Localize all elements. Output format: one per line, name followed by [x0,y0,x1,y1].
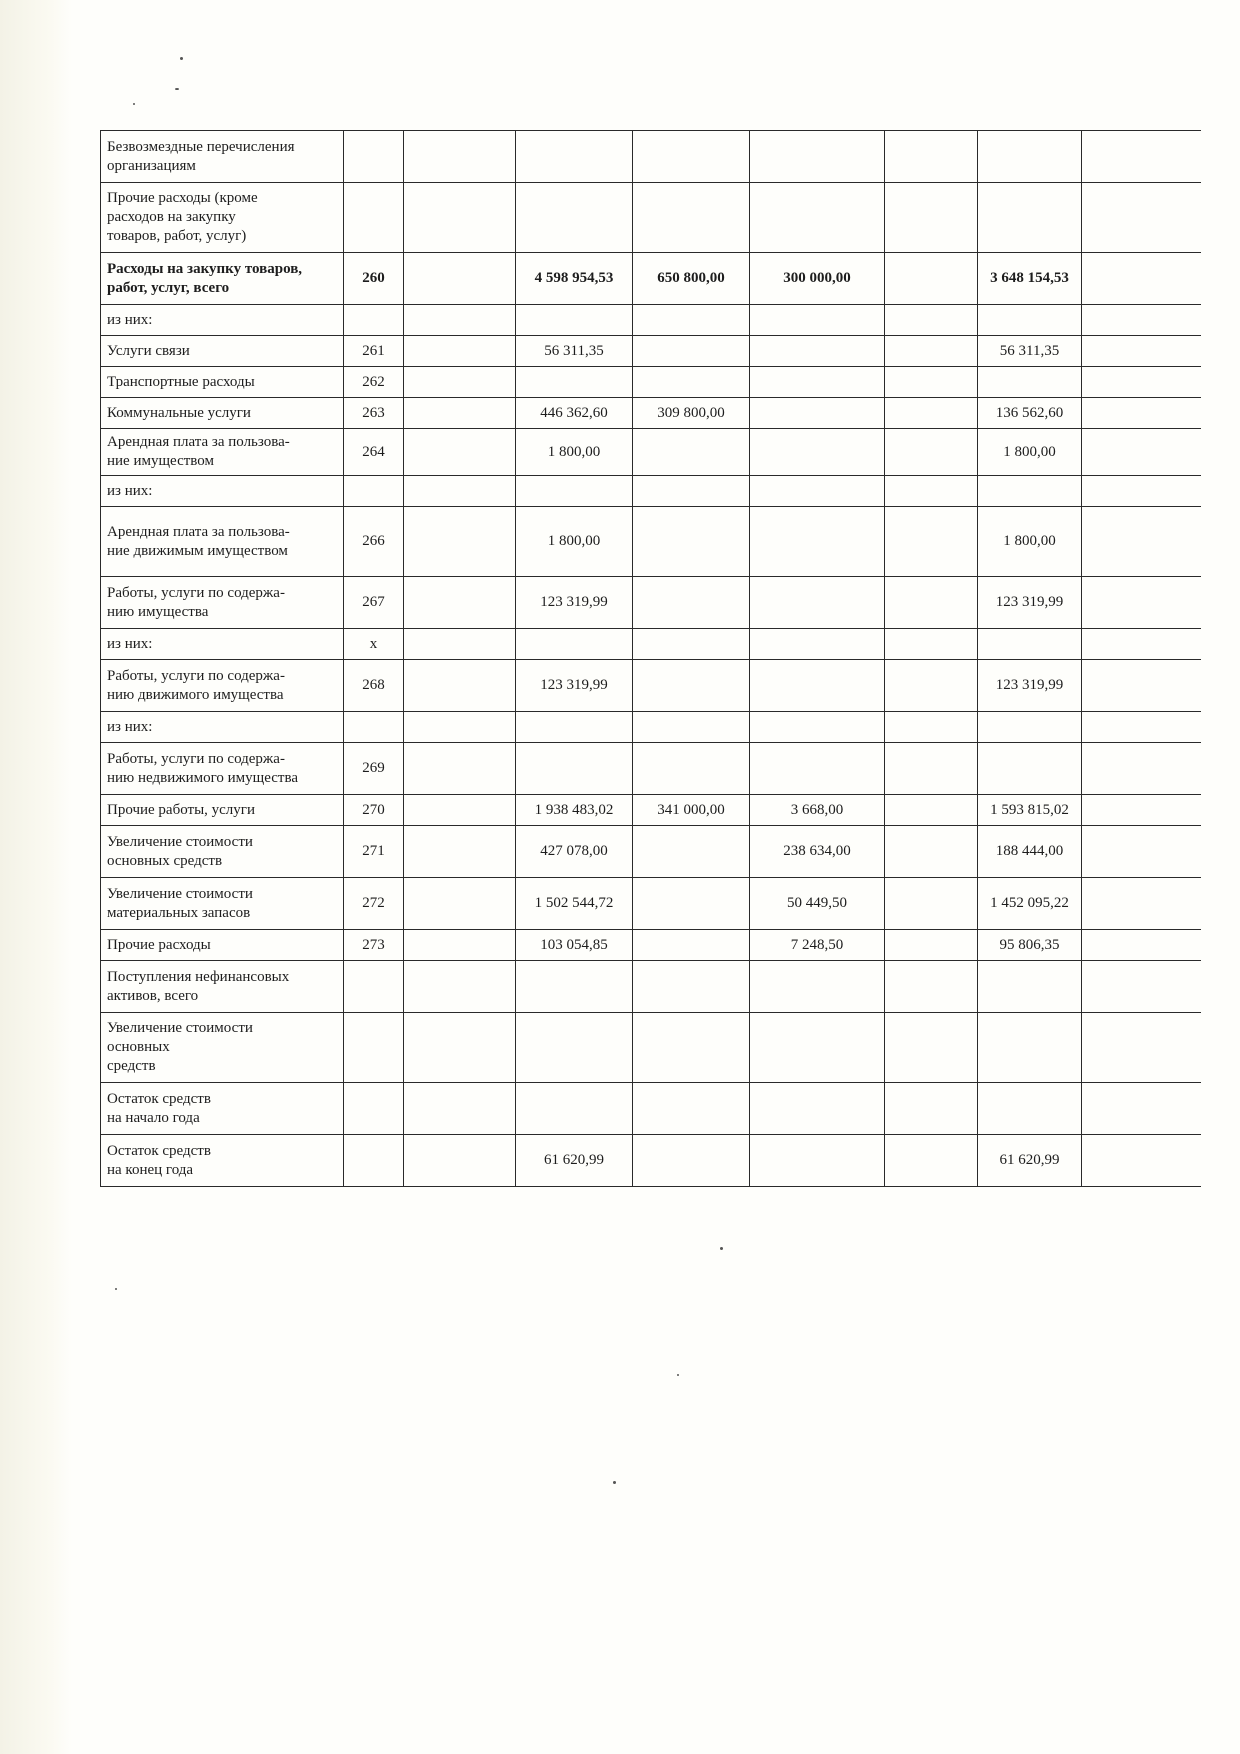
row-code-cell [344,131,404,183]
row-name-line: Работы, услуги по содержа- [107,667,285,684]
table-row [101,253,1201,305]
row-value-cell: 7 248,50 [750,930,885,961]
row-name-cell [101,930,344,961]
row-value-cell [633,577,750,629]
row-name-line: Работы, услуги по содержа- [107,584,285,601]
row-trailing-cell [1082,577,1201,629]
row-name-line: Арендная плата за пользова- [107,523,290,540]
row-name-cell [101,305,344,336]
row-value-cell: 56 311,35 [978,336,1082,367]
table-row [101,743,1201,795]
row-value-cell [750,507,885,577]
row-name-line: Прочие работы, услуги [107,801,255,818]
row-name-cell [101,1083,344,1135]
row-name-line: нию движимого имущества [107,686,284,703]
row-name-cell [101,507,344,577]
scan-speck [180,57,183,60]
row-name-cell [101,577,344,629]
row-value-cell [885,336,978,367]
row-trailing-cell [1082,930,1201,961]
row-trailing-cell [1082,743,1201,795]
table-row [101,305,1201,336]
row-trailing-cell [1082,305,1201,336]
row-value-cell [750,398,885,429]
row-value-cell [750,1013,885,1083]
row-name-line: активов, всего [107,987,199,1004]
row-value-cell [750,1135,885,1187]
row-name-cell [101,743,344,795]
table-row [101,131,1201,183]
row-value-cell: 123 319,99 [978,660,1082,712]
row-code-cell [344,476,404,507]
row-value-cell [404,507,516,577]
row-value-cell: 1 938 483,02 [516,795,633,826]
row-trailing-cell [1082,336,1201,367]
row-name-line: Увеличение стоимости [107,885,253,902]
row-value-cell [885,1135,978,1187]
row-code-cell: 272 [344,878,404,930]
row-code-cell: 273 [344,930,404,961]
row-value-cell: 123 319,99 [516,577,633,629]
row-value-cell [978,743,1082,795]
row-value-cell: 3 648 154,53 [978,253,1082,305]
table-row [101,336,1201,367]
table-row [101,1135,1201,1187]
row-value-cell [404,795,516,826]
row-trailing-cell [1082,1013,1201,1083]
row-code-cell: 266 [344,507,404,577]
row-code-cell [344,1083,404,1135]
table-row [101,826,1201,878]
row-name-line: из них: [107,482,153,499]
row-value-cell [633,743,750,795]
row-value-cell: 3 668,00 [750,795,885,826]
row-value-cell [885,795,978,826]
row-trailing-cell [1082,398,1201,429]
row-value-cell [516,131,633,183]
row-name-line: Остаток средств [107,1090,211,1107]
row-name-line: из них: [107,718,153,735]
row-name-line: материальных запасов [107,904,251,921]
row-value-cell [885,507,978,577]
row-trailing-cell [1082,507,1201,577]
row-value-cell: 50 449,50 [750,878,885,930]
row-value-cell [633,367,750,398]
row-value-cell [750,660,885,712]
row-name-cell [101,712,344,743]
row-value-cell [750,743,885,795]
row-value-cell [516,367,633,398]
row-value-cell: 61 620,99 [516,1135,633,1187]
row-value-cell [404,1013,516,1083]
row-trailing-cell [1082,183,1201,253]
row-trailing-cell [1082,1083,1201,1135]
row-value-cell [633,1083,750,1135]
row-value-cell [633,429,750,476]
row-code-cell [344,1135,404,1187]
row-name-cell [101,253,344,305]
row-name-cell [101,476,344,507]
table-row [101,507,1201,577]
row-name-cell [101,826,344,878]
scan-speck [115,1288,117,1290]
row-name-cell [101,398,344,429]
row-name-line: работ, услуг, всего [107,279,230,296]
row-value-cell: 1 593 815,02 [978,795,1082,826]
row-value-cell [516,183,633,253]
row-value-cell [633,826,750,878]
row-value-cell [750,476,885,507]
row-trailing-cell [1082,476,1201,507]
row-value-cell [885,1013,978,1083]
row-value-cell [885,930,978,961]
row-value-cell [404,429,516,476]
row-value-cell [633,1013,750,1083]
row-value-cell [633,183,750,253]
row-value-cell [404,930,516,961]
row-name-cell [101,1013,344,1083]
row-name-line: товаров, работ, услуг) [107,228,247,244]
row-value-cell: 446 362,60 [516,398,633,429]
table-row [101,712,1201,743]
row-code-cell: 260 [344,253,404,305]
row-value-cell [404,253,516,305]
row-value-cell [978,305,1082,336]
row-name-line: организациям [107,157,196,174]
scan-speck [175,88,179,90]
row-value-cell [404,629,516,660]
row-value-cell [885,131,978,183]
row-value-cell [885,712,978,743]
row-value-cell [633,878,750,930]
table-row [101,660,1201,712]
row-name-cell [101,429,344,476]
row-name-line: Увеличение стоимости [107,833,253,850]
table-row [101,1013,1201,1083]
table-row [101,795,1201,826]
row-code-cell [344,183,404,253]
row-value-cell [885,183,978,253]
row-value-cell [750,712,885,743]
row-value-cell: 1 800,00 [516,507,633,577]
row-value-cell: 123 319,99 [516,660,633,712]
row-name-line: Расходы на закупку товаров, [107,260,303,277]
row-value-cell: 341 000,00 [633,795,750,826]
row-name-line: Прочие расходы (кроме [107,190,258,206]
row-code-cell: 271 [344,826,404,878]
row-value-cell [404,826,516,878]
row-value-cell [978,476,1082,507]
row-name-line: основных [107,1039,170,1055]
row-name-line: расходов на закупку [107,209,236,225]
row-value-cell [404,961,516,1013]
row-value-cell [633,660,750,712]
row-name-line: Работы, услуги по содержа- [107,750,285,767]
row-value-cell: 61 620,99 [978,1135,1082,1187]
row-name-cell [101,131,344,183]
budget-table-body [101,131,1201,1187]
row-value-cell [978,131,1082,183]
row-value-cell [885,1083,978,1135]
row-value-cell [516,743,633,795]
row-value-cell [516,305,633,336]
row-value-cell [750,367,885,398]
table-row [101,878,1201,930]
row-value-cell: 1 800,00 [978,507,1082,577]
row-value-cell: 1 800,00 [516,429,633,476]
row-value-cell [633,476,750,507]
row-value-cell [978,367,1082,398]
row-code-cell [344,1013,404,1083]
row-value-cell: 1 452 095,22 [978,878,1082,930]
row-value-cell [978,961,1082,1013]
row-trailing-cell [1082,878,1201,930]
row-value-cell [633,305,750,336]
row-value-cell [750,183,885,253]
row-value-cell [750,429,885,476]
row-value-cell [885,577,978,629]
row-value-cell: 188 444,00 [978,826,1082,878]
row-trailing-cell [1082,429,1201,476]
row-code-cell: 262 [344,367,404,398]
row-value-cell [404,336,516,367]
row-code-cell: 264 [344,429,404,476]
row-value-cell [404,660,516,712]
row-value-cell: 56 311,35 [516,336,633,367]
row-value-cell [978,629,1082,660]
row-name-line: Коммунальные услуги [107,404,251,421]
row-value-cell [633,507,750,577]
row-value-cell: 238 634,00 [750,826,885,878]
row-trailing-cell [1082,253,1201,305]
table-row [101,367,1201,398]
row-value-cell [750,305,885,336]
row-value-cell [885,305,978,336]
row-value-cell [750,131,885,183]
row-value-cell [516,1083,633,1135]
row-trailing-cell [1082,131,1201,183]
row-value-cell [633,131,750,183]
row-value-cell: 123 319,99 [978,577,1082,629]
row-trailing-cell [1082,660,1201,712]
row-name-line: Поступления нефинансовых [107,968,290,985]
row-value-cell [885,398,978,429]
row-value-cell [978,1083,1082,1135]
row-value-cell [404,577,516,629]
row-value-cell: 136 562,60 [978,398,1082,429]
row-trailing-cell [1082,826,1201,878]
row-name-line: Услуги связи [107,342,190,359]
row-code-cell: 267 [344,577,404,629]
row-name-line: ние имуществом [107,453,214,469]
row-value-cell [885,826,978,878]
row-value-cell [404,743,516,795]
scan-speck [677,1374,679,1376]
row-value-cell [404,712,516,743]
row-name-line: Безвозмездные перечисления [107,138,295,155]
row-name-line: Прочие расходы [107,936,211,953]
row-value-cell: 309 800,00 [633,398,750,429]
row-value-cell [978,183,1082,253]
row-value-cell [516,712,633,743]
row-code-cell: 270 [344,795,404,826]
row-value-cell [885,253,978,305]
row-value-cell [885,429,978,476]
row-name-cell [101,336,344,367]
row-value-cell [750,961,885,1013]
row-value-cell [404,878,516,930]
row-name-line: средств [107,1058,156,1074]
table-row [101,930,1201,961]
row-name-line: на начало года [107,1109,200,1126]
row-name-cell [101,1135,344,1187]
row-name-line: из них: [107,311,153,328]
row-value-cell [633,1135,750,1187]
scan-speck [133,103,135,105]
row-name-cell [101,961,344,1013]
row-value-cell [404,131,516,183]
row-name-cell [101,878,344,930]
row-value-cell: 103 054,85 [516,930,633,961]
scan-page-edge [0,0,72,1754]
row-value-cell [885,629,978,660]
row-value-cell [885,743,978,795]
row-value-cell [516,629,633,660]
row-name-line: Транспортные расходы [107,373,255,390]
row-name-line: ние движимым имуществом [107,542,288,559]
row-code-cell [344,305,404,336]
row-code-cell: 261 [344,336,404,367]
row-trailing-cell [1082,961,1201,1013]
row-name-line: нию недвижимого имущества [107,769,299,786]
row-value-cell: 1 800,00 [978,429,1082,476]
row-name-line: на конец года [107,1161,194,1178]
table-row [101,577,1201,629]
row-value-cell [404,1135,516,1187]
row-value-cell [404,367,516,398]
table-row [101,961,1201,1013]
table-row [101,183,1201,253]
row-value-cell: 4 598 954,53 [516,253,633,305]
row-value-cell: 650 800,00 [633,253,750,305]
row-value-cell [978,1013,1082,1083]
row-value-cell [633,712,750,743]
budget-table [100,130,1201,1187]
row-value-cell: 1 502 544,72 [516,878,633,930]
row-value-cell [404,305,516,336]
row-name-line: нию имущества [107,603,209,620]
row-trailing-cell [1082,367,1201,398]
row-name-line: основных средств [107,852,223,869]
row-name-line: из них: [107,635,153,652]
row-value-cell [885,961,978,1013]
row-value-cell: 300 000,00 [750,253,885,305]
row-name-cell [101,183,344,253]
row-value-cell [633,629,750,660]
row-value-cell [404,476,516,507]
row-name-line: Увеличение стоимости [107,1020,253,1036]
row-value-cell [633,961,750,1013]
row-value-cell [404,1083,516,1135]
table-row [101,1083,1201,1135]
row-code-cell [344,961,404,1013]
row-value-cell [885,878,978,930]
row-code-cell: 263 [344,398,404,429]
row-value-cell [750,629,885,660]
row-trailing-cell [1082,795,1201,826]
table-row [101,398,1201,429]
row-name-line: Остаток средств [107,1142,211,1159]
row-code-cell: x [344,629,404,660]
row-value-cell [750,577,885,629]
row-value-cell: 427 078,00 [516,826,633,878]
row-value-cell [516,476,633,507]
row-name-line: Арендная плата за пользова- [107,434,290,450]
table-row [101,629,1201,660]
row-name-cell [101,367,344,398]
scan-speck [720,1247,723,1250]
row-trailing-cell [1082,1135,1201,1187]
row-value-cell [885,660,978,712]
row-value-cell [516,961,633,1013]
row-value-cell [750,336,885,367]
row-value-cell [750,1083,885,1135]
row-code-cell: 268 [344,660,404,712]
row-value-cell [404,183,516,253]
row-trailing-cell [1082,629,1201,660]
scan-speck [613,1481,616,1484]
table-row [101,429,1201,476]
table-row [101,476,1201,507]
row-value-cell [633,336,750,367]
row-trailing-cell [1082,712,1201,743]
row-value-cell [516,1013,633,1083]
row-value-cell [633,930,750,961]
row-name-cell [101,795,344,826]
row-value-cell [885,367,978,398]
row-name-cell [101,629,344,660]
row-value-cell [885,476,978,507]
row-value-cell: 95 806,35 [978,930,1082,961]
row-code-cell [344,712,404,743]
row-name-cell [101,660,344,712]
row-code-cell: 269 [344,743,404,795]
row-value-cell [404,398,516,429]
row-value-cell [978,712,1082,743]
